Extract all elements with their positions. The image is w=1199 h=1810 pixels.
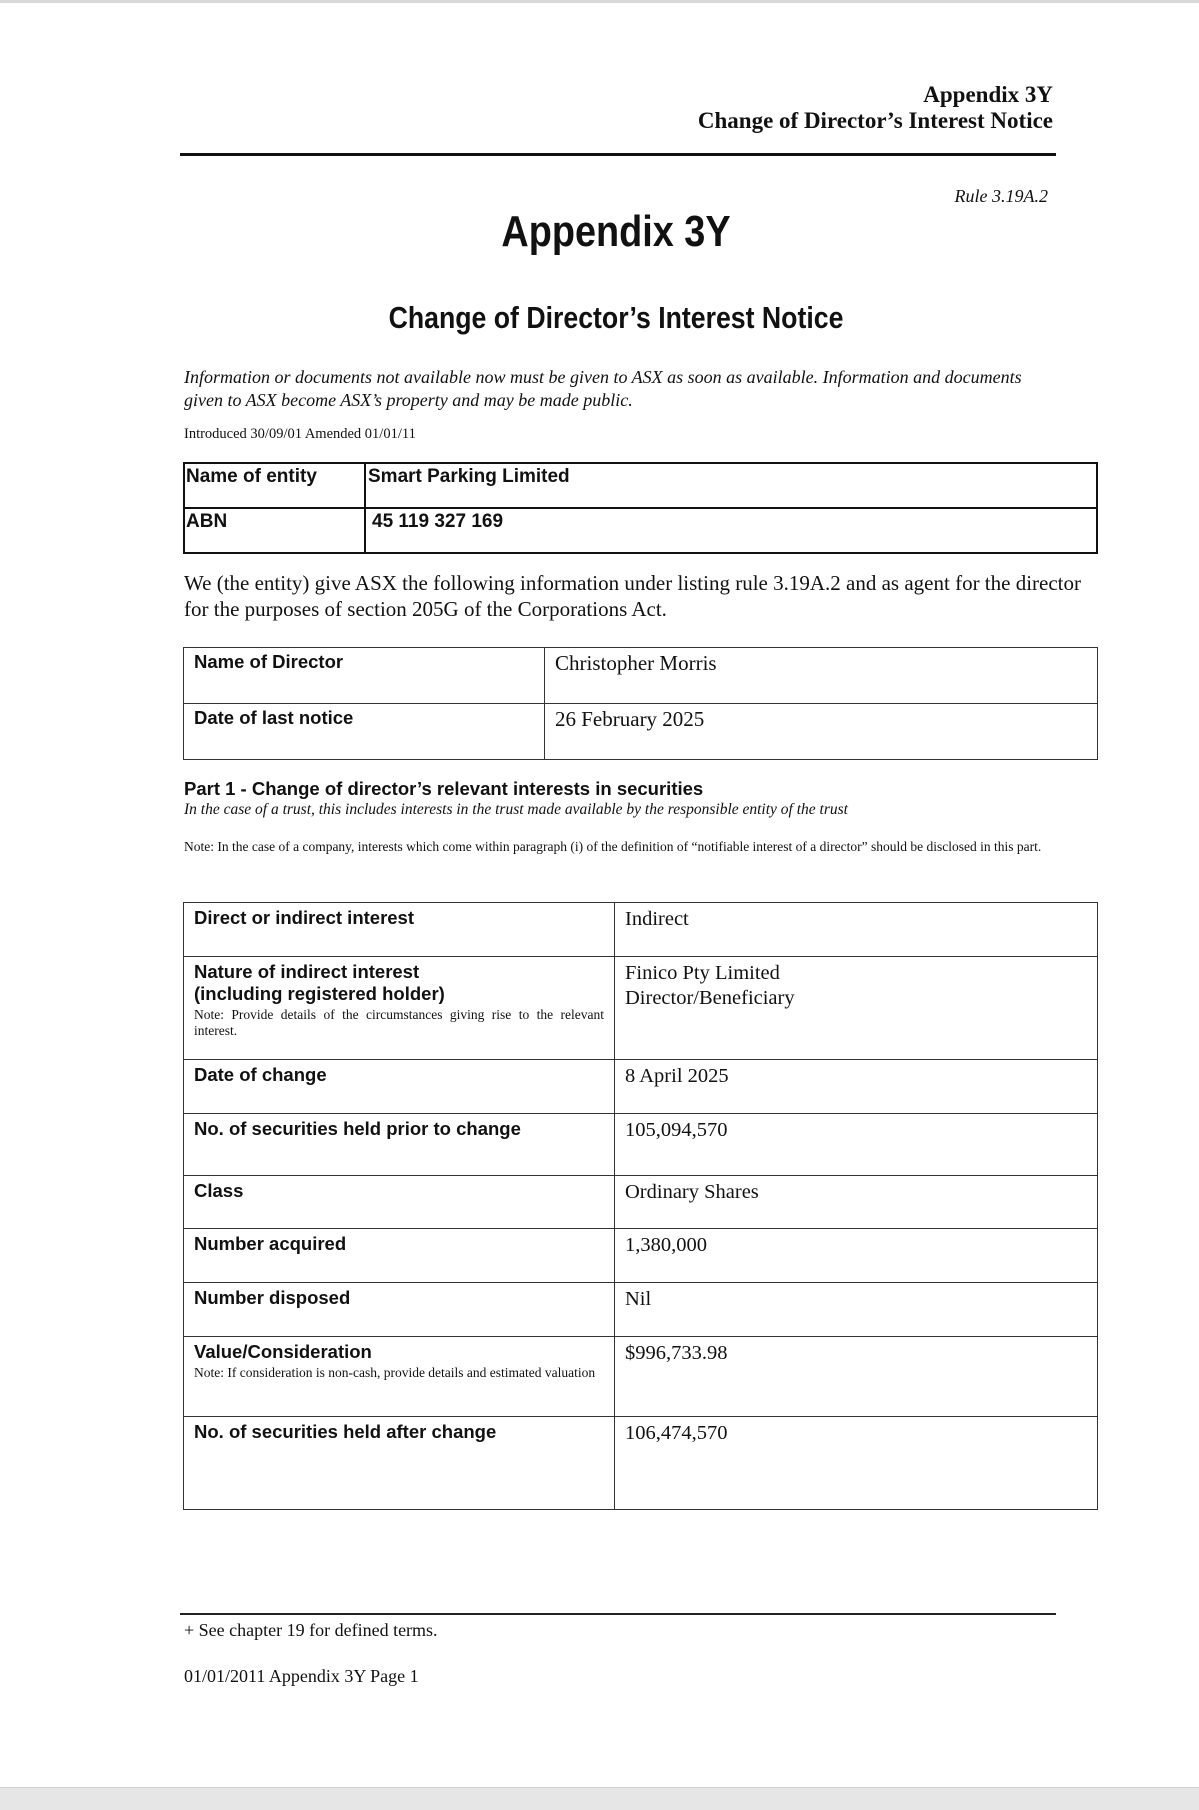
entity-name-row: [184, 463, 1097, 508]
class-value: Ordinary Shares: [615, 1176, 1098, 1229]
footer-page-info: 01/01/2011 Appendix 3Y Page 1: [184, 1666, 419, 1686]
after-holdings-label: No. of securities held after change: [184, 1417, 615, 1510]
number-acquired-label: Number acquired: [184, 1229, 615, 1283]
date-of-change-label: Date of change: [184, 1060, 615, 1114]
footer-defined-terms: + See chapter 19 for defined terms.: [184, 1620, 438, 1640]
number-disposed-value: Nil: [615, 1283, 1098, 1337]
last-notice-label: Date of last notice: [184, 704, 545, 760]
header-rule: [180, 153, 1056, 156]
part1-note: Note: In the case of a company, interests which come within paragraph (i) of the definition of “notifiable interest of a director” should be disclosed in this part.: [184, 839, 1042, 854]
entity-table: [183, 462, 1098, 554]
last-notice-row: [184, 704, 1098, 760]
table-row: [184, 1176, 1098, 1229]
header-line-1: Appendix 3Y: [923, 82, 1053, 107]
header-line-2: Change of Director’s Interest Notice: [697, 108, 1053, 133]
consideration-label: Value/Consideration: [194, 1341, 372, 1362]
director-name-row: [184, 648, 1098, 704]
director-table: [183, 647, 1098, 760]
table-row: [184, 1337, 1098, 1417]
part1-subtitle: In the case of a trust, this includes interests in the trust made available by the responsible entity of the trust: [184, 801, 848, 818]
director-name-value: Christopher Morris: [545, 648, 1098, 704]
table-row: [184, 1229, 1098, 1283]
nature-value-line-2: Director/Beneficiary: [625, 987, 795, 1009]
director-name-label: Name of Director: [184, 648, 545, 704]
footer-rule: [180, 1613, 1056, 1615]
last-notice-value: 26 February 2025: [545, 704, 1098, 760]
abn-value: [365, 508, 1097, 553]
entity-name-label: Name of entity: [184, 463, 365, 508]
introduced-amended: Introduced 30/09/01 Amended 01/01/11: [184, 426, 416, 442]
entity-statement: We (the entity) give ASX the following information under listing rule 3.19A.2 and as agent for the director for the purposes of section 205G of the Corporations Act.: [184, 571, 1082, 621]
nature-value-cell: [615, 957, 1098, 1060]
changes-table: [183, 902, 1098, 1510]
nature-value-line-1: Finico Pty Limited: [625, 962, 780, 984]
nature-note: Note: Provide details of the circumstances giving rise to the relevant interest.: [194, 1007, 604, 1038]
rule-reference: Rule 3.19A.2: [954, 186, 1048, 206]
class-label: Class: [184, 1176, 615, 1229]
part1-title: Part 1 - Change of director’s relevant interests in securities: [184, 778, 704, 799]
prior-holdings-value: 105,094,570: [615, 1114, 1098, 1176]
table-row: [184, 1114, 1098, 1176]
abn-row: [184, 508, 1097, 553]
number-acquired-value: 1,380,000: [615, 1229, 1098, 1283]
page-title: Appendix 3Y: [501, 207, 731, 256]
table-row: [184, 1417, 1098, 1510]
table-row: [184, 1283, 1098, 1337]
table-row: [184, 903, 1098, 957]
nature-label-line-2: (including registered holder): [194, 983, 445, 1004]
top-border: [0, 0, 1199, 3]
nature-label-line-1: Nature of indirect interest: [194, 961, 420, 982]
consideration-note: Note: If consideration is non-cash, provide details and estimated valuation: [194, 1365, 596, 1380]
abn-label: ABN: [184, 508, 365, 553]
running-header: [698, 82, 1053, 134]
number-disposed-label: Number disposed: [184, 1283, 615, 1337]
table-row: [184, 1060, 1098, 1114]
interest-label: Direct or indirect interest: [184, 903, 615, 957]
consideration-value: $996,733.98: [615, 1337, 1098, 1417]
date-of-change-value: 8 April 2025: [615, 1060, 1098, 1114]
interest-value: Indirect: [615, 903, 1098, 957]
entity-name-value: Smart Parking Limited: [365, 463, 1097, 508]
bottom-scroll-bar: [0, 1787, 1199, 1810]
abn-value-text: 45 119 327 169: [372, 511, 504, 532]
table-row: [184, 957, 1098, 1060]
nature-label-cell: [184, 957, 615, 1060]
info-notice: Information or documents not available now must be given to ASX as soon as available. Information and documents given to ASX become ASX’s property and may be made public.: [184, 367, 1022, 410]
consideration-label-cell: [184, 1337, 615, 1417]
after-holdings-value: 106,474,570: [615, 1417, 1098, 1510]
prior-holdings-label: No. of securities held prior to change: [184, 1114, 615, 1176]
page-subtitle: Change of Director’s Interest Notice: [388, 300, 844, 335]
